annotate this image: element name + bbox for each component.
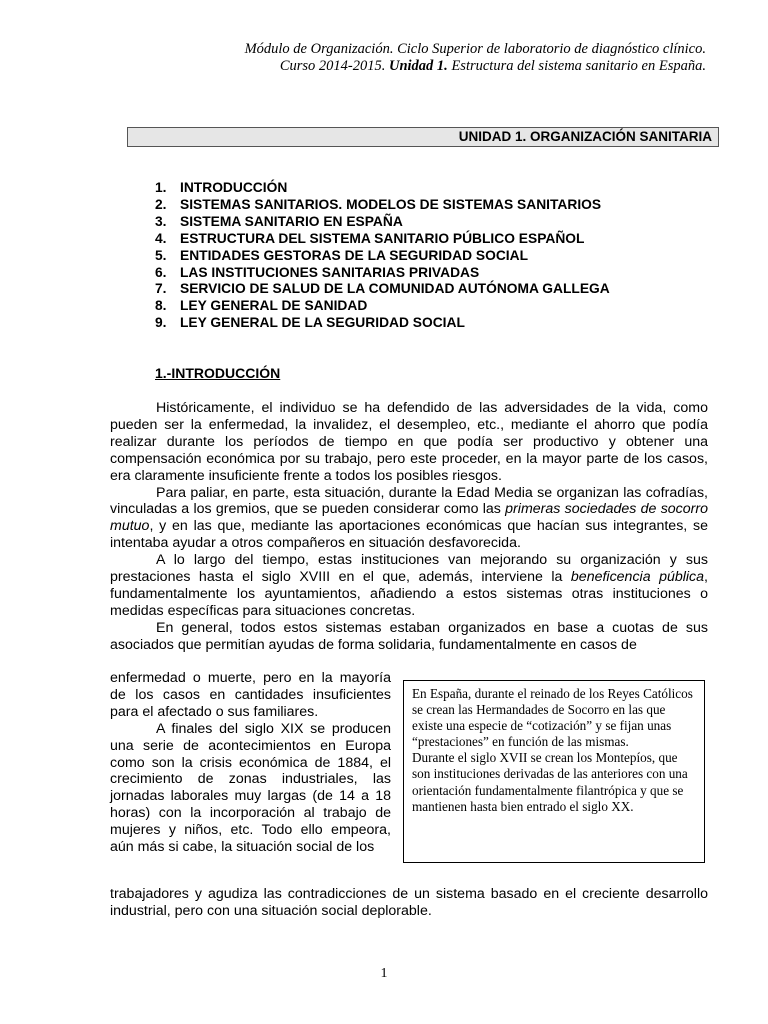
header-unit: Unidad 1. bbox=[388, 58, 448, 74]
page-number: 1 bbox=[380, 966, 388, 981]
toc-number: 3. bbox=[155, 213, 167, 229]
body-text-narrow bbox=[110, 670, 391, 856]
toc-number: 1. bbox=[155, 180, 167, 195]
note-paragraph-1: En España, durante el reinado de los Reyes Católicos se crean las Hermandades de Socorro en las que existe una especie de “cotización” y se fijan unas “prestaciones” en función de las mismas. bbox=[412, 686, 693, 750]
toc-number: 6. bbox=[155, 264, 167, 280]
paragraph-5-start: A finales del siglo XIX se producen una serie de acontecimientos en Europa como son la crisis económica de 1884, el crecimiento de zonas industriales, las jornadas laborales muy largas (de 14 a 18 horas) con la incorporación al trabajo de mujeres y niños, etc. Todo ello empeora, aún más si cabe, la situación social de los bbox=[110, 720, 391, 856]
toc-number: 4. bbox=[155, 230, 167, 246]
toc-number: 2. bbox=[155, 196, 167, 212]
body-text-bottom bbox=[110, 886, 708, 920]
toc-number: 9. bbox=[155, 315, 167, 331]
header-subject: Estructura del sistema sanitario en España. bbox=[447, 58, 706, 74]
historical-note-box bbox=[403, 680, 705, 863]
paragraph-2-text-b: , y en las que, mediante las aportaciones económicas que hacían sus integrantes, se intentaba ayudar a otros compañeros en situación desfavorecida. bbox=[110, 518, 708, 552]
toc-number: 5. bbox=[155, 247, 167, 263]
toc-label: SISTEMAS SANITARIOS. MODELOS DE SISTEMAS SANITARIOS bbox=[180, 196, 602, 212]
toc-item bbox=[155, 315, 610, 332]
paragraph-2 bbox=[110, 485, 708, 553]
table-of-contents bbox=[155, 180, 610, 332]
toc-label: LEY GENERAL DE SANIDAD bbox=[180, 298, 368, 314]
paragraph-3-text-b: , fundamentalmente los ayuntamientos, añadiendo a estos sistemas otras instituciones o medidas específicas para situaciones concretas. bbox=[110, 569, 708, 619]
toc-item bbox=[155, 214, 610, 231]
toc-item bbox=[155, 298, 610, 315]
toc-label: LAS INSTITUCIONES SANITARIAS PRIVADAS bbox=[180, 264, 480, 280]
toc-item bbox=[155, 281, 610, 298]
toc-item bbox=[155, 180, 610, 197]
toc-number: 8. bbox=[155, 298, 167, 314]
paragraph-4-end: enfermedad o muerte, pero en la mayoría de los casos en cantidades insuficientes para el afectado o sus familiares. bbox=[110, 670, 391, 720]
header-line-1: Módulo de Organización. Ciclo Superior de laboratorio de diagnóstico clínico. bbox=[244, 41, 706, 57]
paragraph-3-emphasis: beneficencia pública bbox=[570, 569, 705, 586]
toc-label: INTRODUCCIÓN bbox=[180, 180, 288, 195]
toc-label: SERVICIO DE SALUD DE LA COMUNIDAD AUTÓNOMA GALLEGA bbox=[180, 281, 610, 297]
running-header bbox=[146, 41, 706, 75]
toc-number: 7. bbox=[155, 281, 167, 297]
toc-item bbox=[155, 231, 610, 248]
header-line-2 bbox=[146, 58, 706, 75]
note-paragraph-2: Durante el siglo XVII se crean los Montepíos, que son instituciones derivadas de las anteriores con una orientación fundamentalmente filantrópica y que se mantienen hasta bien entrado el siglo XX. bbox=[412, 750, 688, 814]
paragraph-3-text-a: A lo largo del tiempo, estas instituciones van mejorando su organización y sus prestaciones hasta el siglo XVIII en el que, además, interviene la bbox=[110, 552, 708, 586]
body-text-top bbox=[110, 400, 708, 654]
toc-label: ENTIDADES GESTORAS DE LA SEGURIDAD SOCIAL bbox=[180, 247, 529, 263]
paragraph-4-start: En general, todos estos sistemas estaban organizados en base a cuotas de sus asociados que permitían ayudas de forma solidaria, fundamentalmente en casos de bbox=[110, 619, 708, 653]
section-heading: 1.-INTRODUCCIÓN bbox=[155, 365, 281, 381]
paragraph-3 bbox=[110, 552, 708, 620]
toc-label: LEY GENERAL DE LA SEGURIDAD SOCIAL bbox=[180, 315, 465, 331]
paragraph-1: Históricamente, el individuo se ha defendido de las adversidades de la vida, como pueden ser la enfermedad, la invalidez, el desempleo, etc., mediante el ahorro que podía realizar durante los períodos de tiempo en que podía ser productivo y obtener una compensación económica por su trabajo, pero este proceder, en la mayor parte de los casos, era claramente insuficiente frente a todos los posibles riesgos. bbox=[110, 400, 708, 484]
toc-item bbox=[155, 265, 610, 282]
toc-label: ESTRUCTURA DEL SISTEMA SANITARIO PÚBLICO ESPAÑOL bbox=[180, 230, 585, 246]
toc-label: SISTEMA SANITARIO EN ESPAÑA bbox=[180, 213, 403, 229]
header-course: Curso 2014-2015. bbox=[279, 58, 389, 74]
paragraph-2-emphasis: primeras sociedades de socorro mutuo bbox=[110, 501, 709, 535]
paragraph-5-end: trabajadores y agudiza las contradicciones de un sistema basado en el creciente desarrollo industrial, pero con una situación social deplorable. bbox=[110, 886, 708, 919]
paragraph-2-text-a: Para paliar, en parte, esta situación, durante la Edad Media se organizan las cofradías, vinculadas a los gremios, que se pueden considerar como las bbox=[110, 484, 708, 518]
toc-item bbox=[155, 248, 610, 265]
toc-item bbox=[155, 197, 610, 214]
unit-title-box: UNIDAD 1. ORGANIZACIÓN SANITARIA bbox=[127, 127, 719, 147]
